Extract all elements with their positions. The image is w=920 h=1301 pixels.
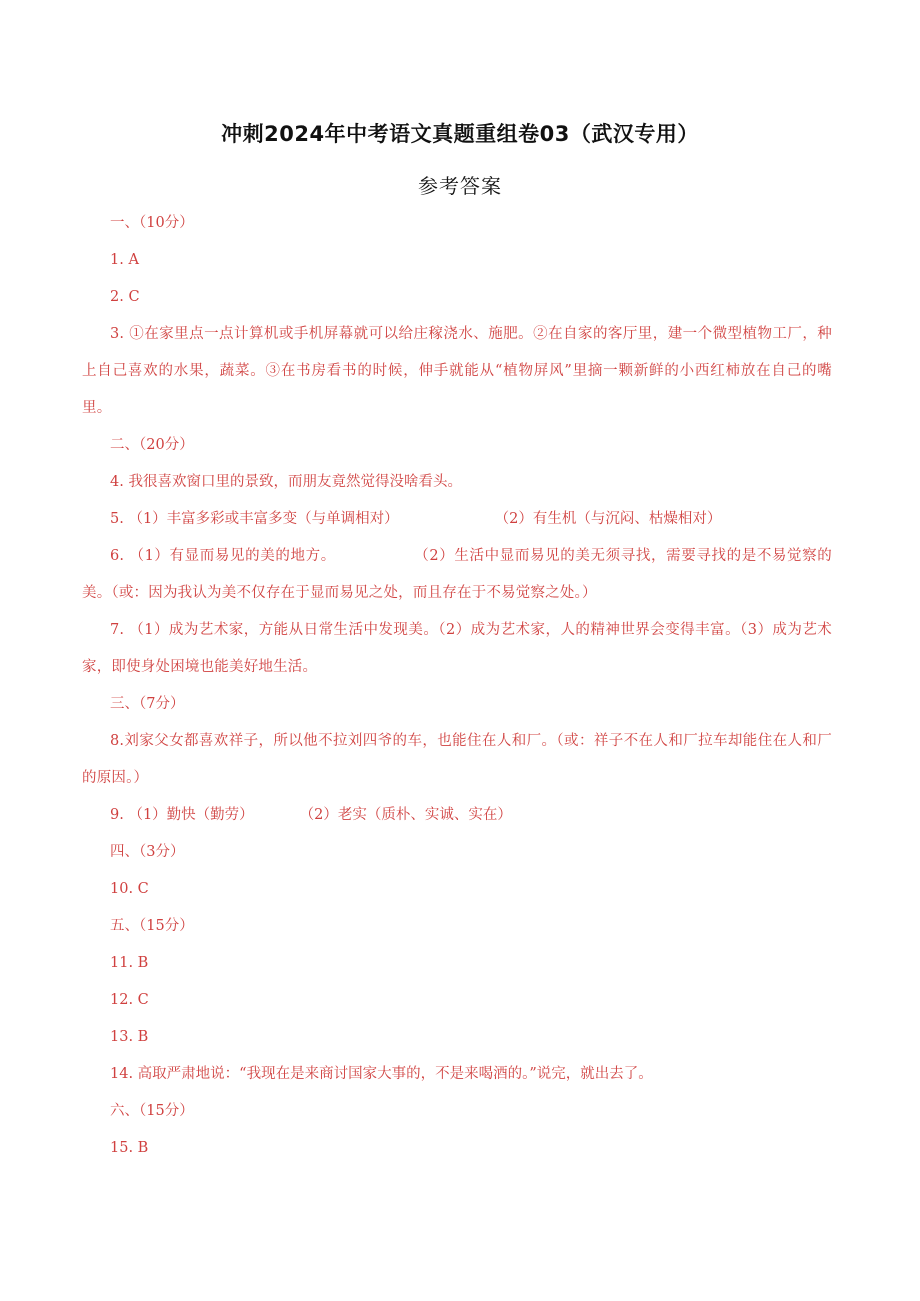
- answer-7: 7. （1）成为艺术家，方能从日常生活中发现美。（2）成为艺术家，人的精神世界会变得丰富。（3）成为艺术家，即使身处困境也能美好地生活。: [82, 622, 832, 675]
- answer-8: 8.刘家父女都喜欢祥子，所以他不拉刘四爷的车，也能住在人和厂。（或：祥子不在人和厂拉车却能住在人和厂的原因。）: [82, 733, 832, 786]
- answer-9-part-1: 9. （1）勤快（勤劳）: [110, 807, 254, 823]
- section-1-heading: 一、（10分）: [110, 215, 194, 231]
- answer-14: 14. 高取严肃地说：“我现在是来商讨国家大事的，不是来喝酒的。”说完，就出去了。: [110, 1066, 653, 1082]
- answer-5: [82, 501, 832, 538]
- answer-11: 11. B: [110, 955, 149, 971]
- answer-15: 15. B: [110, 1140, 149, 1156]
- answer-6-part-1: 6. （1）有显而易见的美的地方。: [110, 548, 336, 564]
- section-5-heading: 五、（15分）: [110, 918, 194, 934]
- answer-12: 12. C: [110, 992, 149, 1008]
- document-subtitle: 参考答案: [418, 174, 502, 198]
- answer-4: 4. 我很喜欢窗口里的景致，而朋友竟然觉得没啥看头。: [110, 474, 462, 490]
- answer-13: 13. B: [110, 1029, 149, 1045]
- answer-2: 2. C: [110, 289, 140, 305]
- answer-5-part-1: 5. （1）丰富多彩或丰富多变（与单调相对）: [110, 511, 399, 527]
- answer-1: 1. A: [110, 252, 139, 268]
- answer-10: 10. C: [110, 881, 149, 897]
- section-3-heading: 三、（7分）: [110, 696, 185, 712]
- answer-6-part-2: （2）生活中显而易见的美无须寻找，需要寻找的是不易觉察的美。（或：因为我认为美不仅存在于显而易见之处，而且存在于不易觉察之处。）: [82, 548, 832, 601]
- document-title: 冲刺2024年中考语文真题重组卷03（武汉专用）: [221, 122, 699, 146]
- answer-5-part-2: （2）有生机（与沉闷、枯燥相对）: [494, 511, 722, 527]
- answer-9-part-2: （2）老实（质朴、实诚、实在）: [299, 807, 512, 823]
- answer-content: [82, 205, 832, 1167]
- section-6-heading: 六、（15分）: [110, 1103, 194, 1119]
- answer-9: [82, 797, 832, 834]
- answer-6: [82, 538, 832, 612]
- answer-3: 3. ①在家里点一点计算机或手机屏幕就可以给庄稼浇水、施肥。②在自家的客厅里，建一个微型植物工厂，种上自己喜欢的水果，蔬菜。③在书房看书的时候，伸手就能从“植物屏风”里摘一颗新鲜的小西红柿放在自己的嘴里。: [82, 326, 832, 416]
- section-2-heading: 二、（20分）: [110, 437, 194, 453]
- section-4-heading: 四、（3分）: [110, 844, 185, 860]
